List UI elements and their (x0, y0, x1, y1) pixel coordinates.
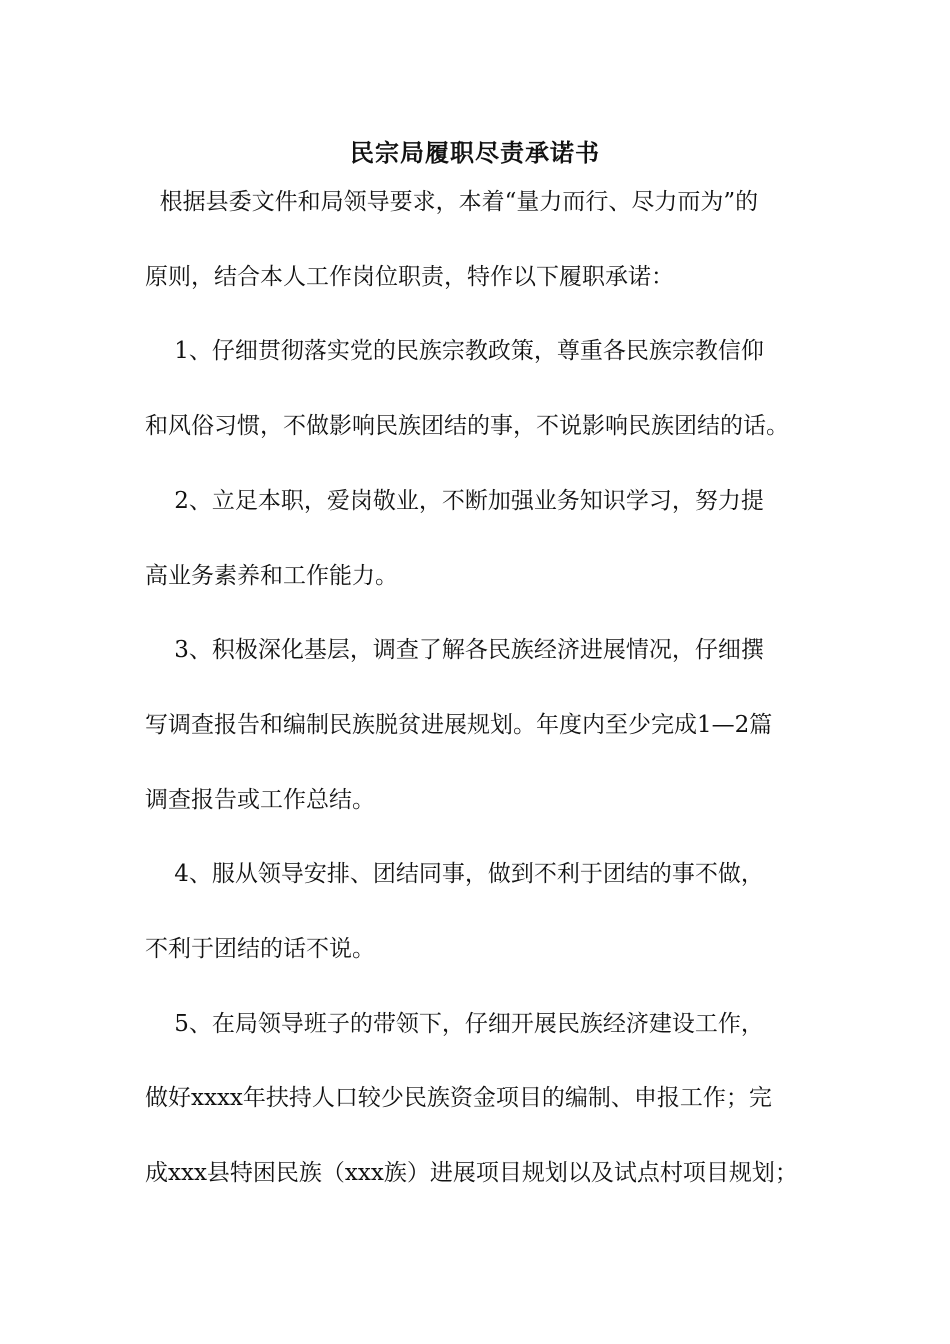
body-line: 写调查报告和编制民族脱贫进展规划。年度内至少完成1—2篇 (145, 712, 773, 738)
body-line: 做好xxxx年扶持人口较少民族资金项目的编制、申报工作；完 (145, 1085, 772, 1111)
body-line: 1、仔细贯彻落实党的民族宗教政策，尊重各民族宗教信仰 (145, 338, 764, 364)
body-line: 2、立足本职，爱岗敬业，不断加强业务知识学习，努力提 (145, 488, 764, 514)
body-line: 调查报告或工作总结。 (145, 787, 375, 813)
body-line: 4、服从领导安排、团结同事，做到不利于团结的事不做， (145, 861, 764, 887)
body-line: 5、在局领导班子的带领下，仔细开展民族经济建设工作， (145, 1011, 764, 1037)
body-line: 和风俗习惯，不做影响民族团结的事，不说影响民族团结的话。 (145, 413, 789, 439)
body-line: 成xxx县特困民族（xxx族）进展项目规划以及试点村项目规划； (145, 1160, 798, 1186)
body-line: 高业务素养和工作能力。 (145, 563, 398, 589)
body-line: 根据县委文件和局领导要求，本着“量力而行、尽力而为”的 (145, 189, 759, 215)
body-line: 原则，结合本人工作岗位职责，特作以下履职承诺： (145, 264, 674, 290)
body-line: 不利于团结的话不说。 (145, 936, 375, 962)
document-title: 民宗局履职尽责承诺书 (350, 138, 600, 167)
body-line: 3、积极深化基层，调查了解各民族经济进展情况，仔细撰 (145, 637, 764, 663)
